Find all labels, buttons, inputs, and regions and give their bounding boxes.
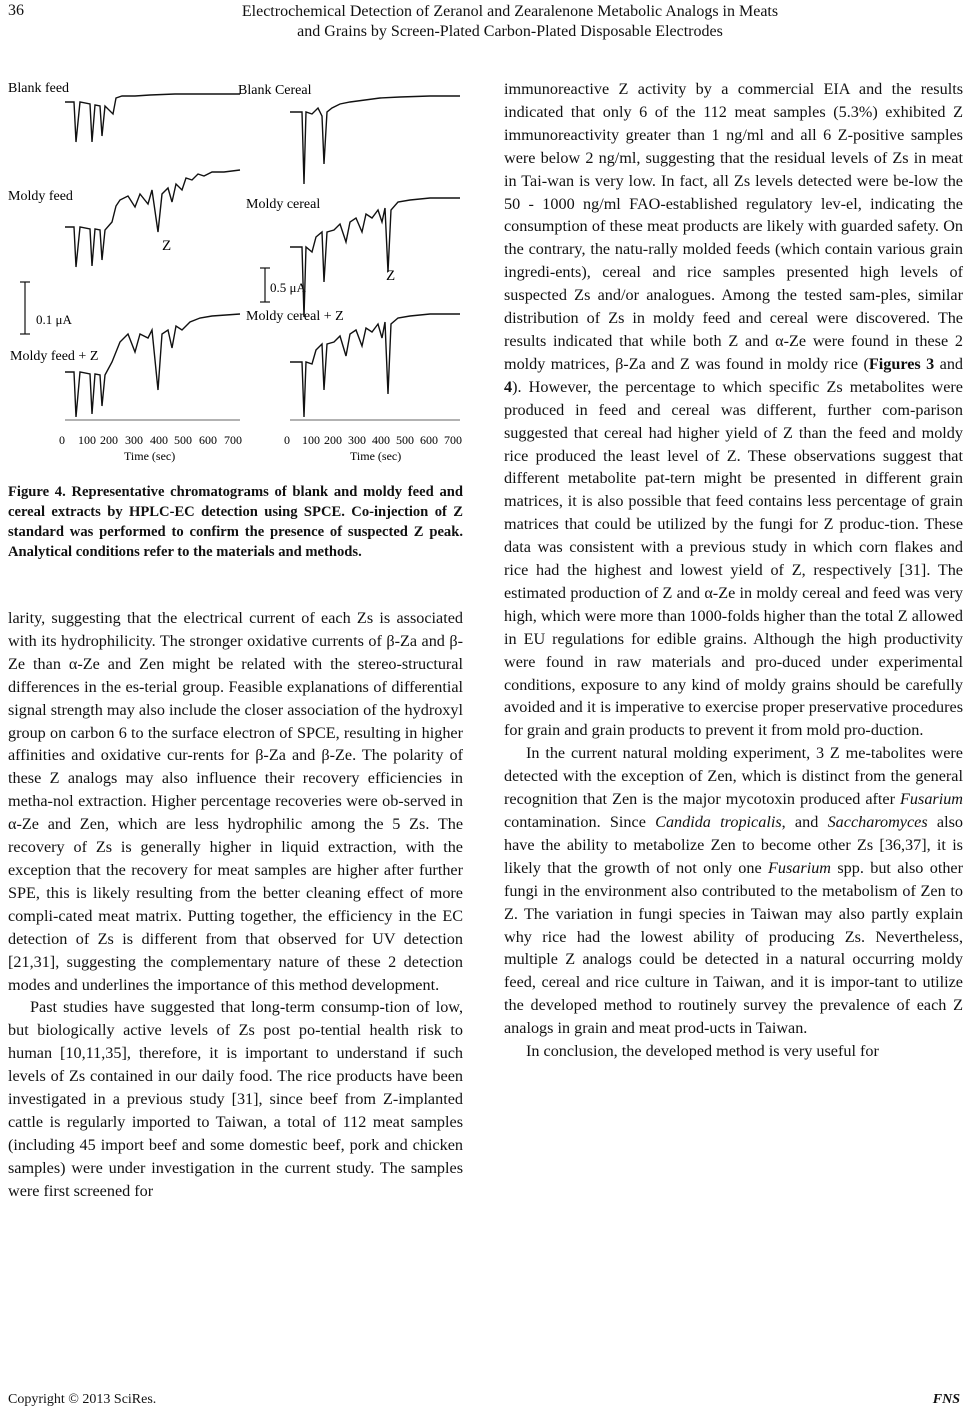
running-header-line1: Electrochemical Detection of Zeranol and Zearalenone Metabolic Analogs in Meats bbox=[241, 3, 779, 20]
tick-left-500: 500 bbox=[174, 433, 192, 447]
body-paragraph: In conclusion, the developed method is very useful for bbox=[526, 1042, 879, 1061]
label-moldy-feed-plus-z: Moldy feed + Z bbox=[10, 349, 99, 364]
left-column bbox=[8, 607, 463, 1203]
figure-reference[interactable]: 4 bbox=[504, 377, 513, 396]
running-header-line2: and Grains by Screen-Plated Carbon-Plated Disposable Electrodes bbox=[297, 23, 723, 40]
tick-right-700: 700 bbox=[444, 433, 462, 447]
tick-left-0: 0 bbox=[59, 433, 65, 447]
running-header bbox=[150, 2, 870, 42]
body-paragraph bbox=[504, 78, 963, 742]
text-run: In the current natural molding experiment, 3 Z me-tabolites were detected with the exception of Zen, which is distinct from the general recognition that Zen is the major mycotoxin produced after bbox=[504, 744, 963, 809]
figure-caption: Figure 4. Representative chromatograms of blank and moldy feed and cereal extracts by HPLC-EC detection using SPCE. Co-injection of Z standard was performed to confirm the presence of suspected Z peak. Analytical conditions refer to the materials and methods. bbox=[8, 484, 463, 560]
species-name: Saccharomyces bbox=[827, 813, 928, 831]
body-paragraph: Past studies have suggested that long-term consump-tion of low, but biologically active levels of Zs post po-tential health risk to human [10,11,35], therefore, it is important to understand if such levels of Zs contained in our daily food. The rice products have been investigated in a previous study [31], since beef from Z-implanted cattle is regularly imported to Taiwan, a total of 112 meat samples (including 45 import beef and some domestic beef, pork and chicken samples) were under investigation in the current study. The samples were first screened for bbox=[8, 998, 463, 1200]
scale-bar-label-left: 0.1 μA bbox=[36, 312, 72, 327]
figure-reference[interactable]: Figures 3 bbox=[868, 354, 935, 373]
label-moldy-feed: Moldy feed bbox=[8, 189, 73, 204]
tick-right-300: 300 bbox=[348, 433, 366, 447]
tick-left-100: 100 bbox=[78, 433, 96, 447]
label-moldy-cereal: Moldy cereal bbox=[246, 197, 321, 212]
body-paragraph: larity, suggesting that the electrical current of each Zs is associated with its hydrophilicity. The stronger oxidative currents of β-Za and β-Ze than α-Ze and Zen might be related with the stereo-structural differences in the es-terial group. Feasible explanations of differential signal strength may also include the closer association of the hydroxyl group on carbon 6 to the surface electron of SPCE, resulting in higher affinities and oxidative cur-rents for β-Za and β-Ze. The polarity of these Z analogs may also influence their recovery efficiencies in metha-nol extraction. Higher percentage recoveries were ob-served in α-Ze and Zen, which are less hydrophilic among the 5 Zs. The recovery of Zs is generally higher in liquid extraction, with the exception that the recovery for meat samples are higher after further SPE, this is likely resulting from the better cleaning effect of more compli-cated meat matrix. Putting together, the efficiency in the EC detection of Zs is different from that observed for UV detection [21,31], suggesting the complementary nature of these 2 detection modes and underlines the importance of this method development. bbox=[8, 609, 463, 994]
label-blank-feed: Blank feed bbox=[8, 81, 70, 96]
label-blank-cereal: Blank Cereal bbox=[238, 83, 312, 98]
tick-left-200: 200 bbox=[100, 433, 118, 447]
text-run: , and bbox=[781, 813, 828, 831]
scale-bar-label-right: 0.5 μA bbox=[270, 280, 306, 295]
species-name: Candida tropicalis bbox=[655, 813, 782, 831]
peak-label-z-left: Z bbox=[162, 238, 172, 254]
text-run: immunoreactive Z activity by a commercial EIA and the results indicated that only 6 of the 112 meat samples (5.3%) exhibited Z immunoreactivity greater than 1 ng/ml and all 6 Z-positive samples were below 2 ng/ml, suggesting that the residual levels of Zs in meat in Tai-wan is very low. In fact, all Zs levels detected were be-low the 50 - 1000 ng/ml FAO-established regulatory lev-el, indicating the consumption of these meat products are likely with guarded safety. On the contrary, the natu-rally molded feeds (which contain various grain ingredi-ents), cereal and rice samples presented high levels of suspected Zs and/or analogues. Among the tested sam-ples, similar distribution of Zs in moldy feed and cereal were discovered. The results indicated that while both Z and α-Ze were found in these 2 moldy matrices, β-Za and Z was found in moldy rice ( bbox=[504, 80, 963, 373]
figure-4-chromatograms bbox=[0, 72, 470, 472]
right-column bbox=[504, 78, 963, 1063]
tick-right-600: 600 bbox=[420, 433, 438, 447]
species-name: Fusarium bbox=[900, 790, 963, 809]
text-run: ). However, the percentage to which specific Zs metabolites were produced in feed and cereal was different, further com-parison suggested that cereal had higher yield of Z than the feed and moldy rice produced the least level of Z. These observations suggest that different metabolite pat-tern might be presented in different grain matrices, it is also possible that feed contains less percentage of grain matrices that could be utilized by the fungi for Z produc-tion. These data was consistent with a previous study in which corn flakes and rice had the highest and lowest yield of Z, respectively [31]. The estimated production of Z and α-Ze in moldy cereal and feed was very high, which were more than 1000-folds higher than the total Z allowed in EU regulations for edible grains. Although the high productivity were found in raw materials and pro-duced under experimental conditions, exposure to any kind of moldy grains should be carefully avoided and it is imperative to exercise proper preservative procedures for grain and grain products to prevent it from mold pro-duction. bbox=[504, 377, 963, 740]
species-name: Fusarium bbox=[768, 858, 831, 877]
text-run: also have the ability to metabolize Zen to become other Zs [36,37], it is likely that the growth of not only one bbox=[504, 813, 964, 877]
label-moldy-cereal-plus-z: Moldy cereal + Z bbox=[246, 309, 344, 324]
tick-left-700: 700 bbox=[224, 433, 242, 447]
tick-right-400: 400 bbox=[372, 433, 390, 447]
tick-left-600: 600 bbox=[199, 433, 217, 447]
footer-copyright: Copyright © 2013 SciRes. bbox=[8, 1392, 157, 1407]
tick-right-0: 0 bbox=[284, 433, 290, 447]
tick-left-400: 400 bbox=[150, 433, 168, 447]
text-run: and bbox=[934, 354, 964, 373]
xlabel-right: Time (sec) bbox=[350, 449, 402, 463]
tick-right-200: 200 bbox=[324, 433, 342, 447]
page-number: 36 bbox=[8, 2, 24, 19]
footer-journal: FNS bbox=[932, 1392, 960, 1407]
tick-right-100: 100 bbox=[302, 433, 320, 447]
peak-label-z-right: Z bbox=[386, 268, 396, 284]
body-paragraph bbox=[504, 742, 963, 1040]
text-run: spp. but also other fungi in the environment also contributed to the metabolism of Zen to Z. The variation in fungi species in Taiwan may also partly explain why rice had the lowest ability of producing Zs. Nevertheless, multiple Z analogs could be detected in a natural occurring moldy feed, cereal and rice culture in Taiwan, and it is impor-tant to utilize the developed method to routinely survey the prevalence of each Z analogs in grain and meat prod-ucts in Taiwan. bbox=[504, 858, 963, 1038]
text-run: contamination. Since bbox=[504, 813, 656, 831]
tick-right-500: 500 bbox=[396, 433, 414, 447]
tick-left-300: 300 bbox=[125, 433, 143, 447]
xlabel-left: Time (sec) bbox=[124, 449, 176, 463]
